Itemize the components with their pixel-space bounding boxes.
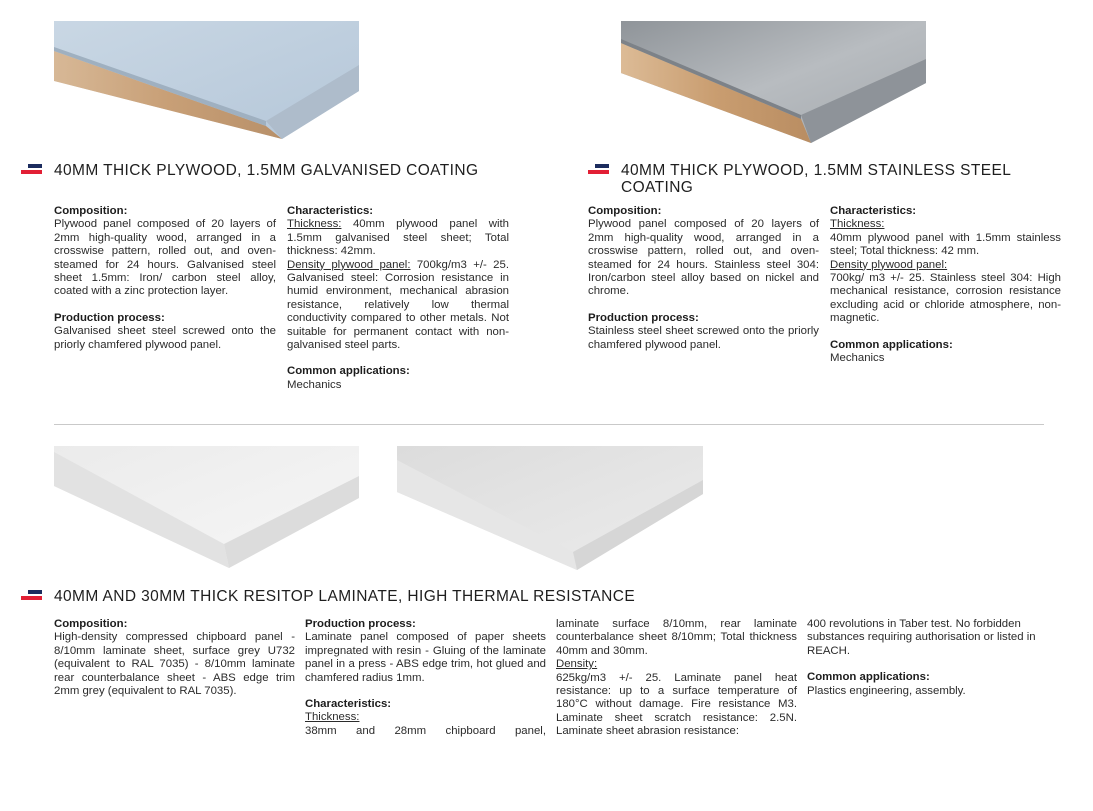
applications-heading: Common applications: (287, 365, 410, 378)
applications-text: Mechanics (830, 352, 885, 365)
laminate-panel-photo-40mm (54, 446, 359, 570)
product-title: 40MM AND 30MM THICK RESITOP LAMINATE, HIGH THERMAL RESISTANCE (54, 588, 636, 605)
section-divider (54, 424, 1044, 425)
density-paragraph (287, 259, 509, 353)
density-text-continued: 400 revolutions in Taber test. No forbidden substances requiring authorisation or listed in REACH. (807, 618, 1036, 657)
applications-text: Mechanics (287, 378, 342, 391)
product-title: 40MM THICK PLYWOOD, 1.5MM GALVANISED COATING (54, 162, 479, 179)
characteristics-heading: Characteristics: (287, 205, 374, 217)
thickness-text: 38mm and 28mm chipboard panel, (305, 724, 546, 737)
characteristics-heading: Characteristics: (830, 205, 917, 217)
stainless-plywood-panel-photo (621, 21, 926, 143)
product-title: 40MM THICK PLYWOOD, 1.5MM STAINLESS STEEL COATING (621, 162, 1011, 196)
galvanised-plywood-panel-photo (54, 21, 359, 143)
production-text: Stainless steel sheet screwed onto the priorly chamfered plywood panel. (588, 325, 819, 351)
brand-flag-icon (21, 590, 42, 602)
applications-heading: Common applications: (807, 671, 930, 684)
composition-text: Plywood panel composed of 20 layers of 2mm high-quality wood, arranged in a crosswise pattern, rolled out, and oven-steamed for 24 hours. Stainless steel 304: Iron/carbon steel alloy based on nickel and chrome. (588, 218, 819, 298)
applications-text: Plastics engineering, assembly. (807, 684, 966, 697)
composition-column (588, 205, 819, 352)
thickness-paragraph (287, 218, 509, 258)
production-heading: Production process: (588, 311, 699, 324)
composition-heading: Composition: (54, 205, 128, 217)
brand-flag-icon (21, 164, 42, 176)
thickness-text-continued: laminate surface 8/10mm, rear laminate counterbalance sheet 8/10mm; Total thickness 40mm and 30mm. (556, 618, 797, 657)
density-text: 625kg/m3 +/- 25. Laminate panel heat resistance: up to a surface temperature of 180°C without damage. Fire resistance M3. Laminate sheet scratch resistance: 2.5N. Laminate sheet abrasion resistance: (556, 671, 797, 738)
production-heading: Production process: (54, 311, 165, 324)
composition-heading: Composition: (54, 618, 128, 630)
density-label: Density plywood panel: (830, 258, 948, 271)
characteristics-heading: Characteristics: (305, 698, 392, 711)
density-label: Density plywood panel: (287, 258, 411, 271)
production-text: Laminate panel composed of paper sheets impregnated with resin - Gluing of the laminate panel in a press - ABS edge trim, hot glued and chamfered radius 1mm. (305, 631, 546, 684)
thickness-label: Thickness: (305, 711, 360, 724)
thickness-text: 40mm plywood panel with 1.5mm stainless steel; Total thickness: 42 mm. (830, 231, 1061, 258)
thickness-label: Thickness: (830, 218, 885, 231)
composition-column (54, 205, 276, 352)
laminate-panel-photo-30mm (397, 446, 703, 570)
characteristics-continued-column (556, 618, 797, 739)
brand-flag-icon (588, 164, 609, 176)
density-label: Density: (556, 658, 598, 671)
density-text: 700kg/ m3 +/- 25. Stainless steel 304: High mechanical resistance, corrosion resistance excluding acid or chloride atmosphere, non-magnetic. (830, 272, 1061, 325)
composition-text: High-density compressed chipboard panel - 8/10mm laminate sheet, surface grey U732 (equivalent to RAL 7035) - 8/10mm laminate rear counterbalance sheet - ABS edge trim 2mm grey (equivalent to RAL 7035). (54, 631, 295, 698)
characteristics-column (287, 205, 509, 392)
production-characteristics-column (305, 618, 546, 738)
characteristics-column (830, 205, 1061, 365)
production-text: Galvanised sheet steel screwed onto the priorly chamfered plywood panel. (54, 325, 276, 351)
thickness-text: 40mm plywood panel with 1.5mm galvanised steel sheet; Total thickness: 42mm. (287, 218, 509, 258)
composition-text: Plywood panel composed of 20 layers of 2mm high-quality wood, arranged in a crosswise pattern, rolled out, and oven-steamed for 24 hours. Galvanised steel sheet 1.5mm: Iron/ carbon steel alloy, coated with a zinc protection layer. (54, 218, 276, 298)
production-heading: Production process: (305, 618, 416, 630)
composition-column (54, 618, 295, 698)
applications-column (807, 618, 1048, 698)
density-text: 700kg/m3 +/- 25. Galvanised steel: Corrosion resistance in humid environment, mechanical abrasion resistance, relatively low thermal conductivity compared to other metals. Not suitable for permanent contact with non-galvanised steel parts. (287, 258, 509, 352)
applications-heading: Common applications: (830, 338, 953, 351)
composition-heading: Composition: (588, 205, 662, 217)
thickness-label: Thickness: (287, 218, 342, 231)
